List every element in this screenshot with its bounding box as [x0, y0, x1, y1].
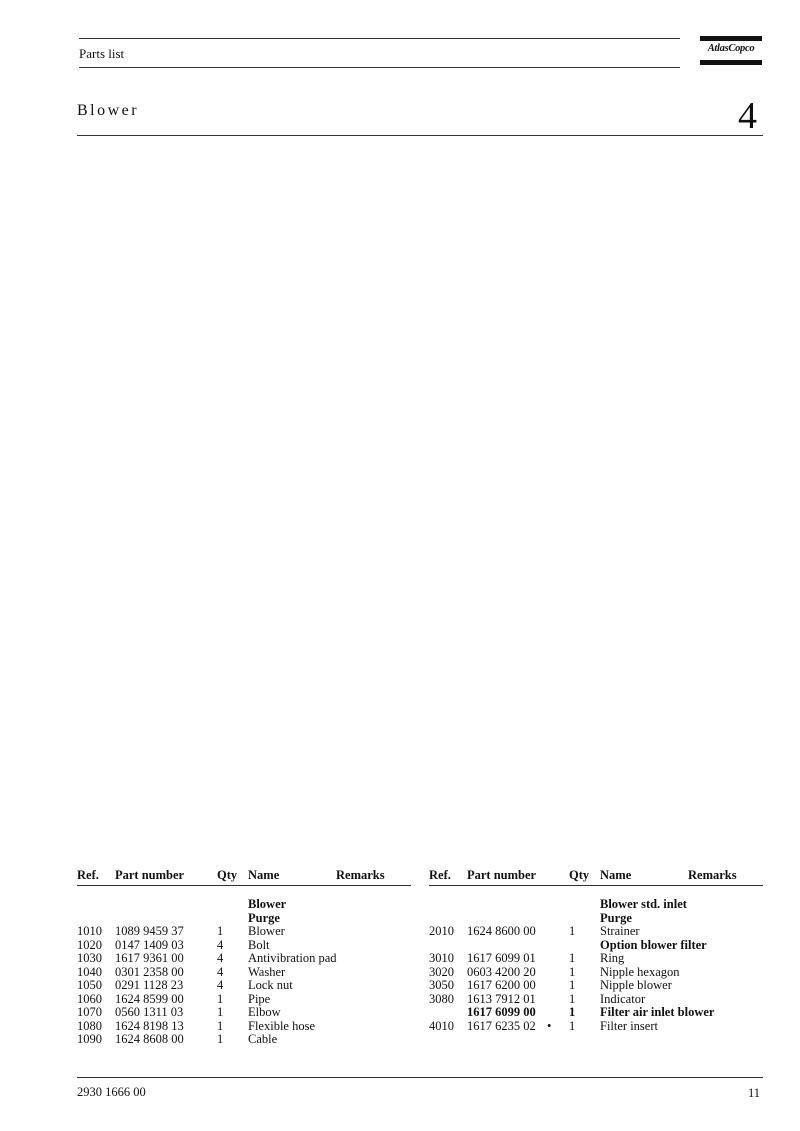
part-number-cell: 0291 1128 23: [115, 978, 184, 992]
table-header: [77, 869, 411, 885]
ref-cell: 1020: [77, 937, 102, 952]
ref-cell: 1060: [77, 991, 102, 1006]
qty-cell: 1: [569, 924, 576, 938]
name-cell: Strainer: [600, 924, 640, 938]
part-number-cell: 0603 4200 20: [467, 964, 536, 979]
logo-text: AtlasCopco: [707, 43, 755, 54]
name-cell: Blower: [248, 897, 287, 911]
part-number-cell: 1624 8198 13: [115, 1018, 184, 1033]
name-cell: Indicator: [600, 991, 646, 1006]
part-number-cell: 1617 6099 00: [467, 1005, 536, 1019]
ref-cell: 3020: [429, 964, 454, 979]
qty-cell: 4: [217, 964, 224, 979]
ref-cell: 1080: [77, 1018, 102, 1033]
col-remarks-header: Remarks: [336, 868, 385, 882]
qty-cell: 4: [217, 951, 224, 965]
name-cell: Purge: [600, 910, 632, 925]
right-parts-table: [429, 868, 763, 1033]
qty-cell: 1: [217, 1032, 224, 1046]
part-number-cell: 1089 9459 37: [115, 924, 184, 938]
ref-cell: 1030: [77, 951, 102, 965]
name-cell: Elbow: [248, 1005, 281, 1019]
qty-cell: 1: [217, 924, 224, 938]
remark-bullet: •: [547, 1018, 552, 1033]
part-number-cell: 0301 2358 00: [115, 964, 184, 979]
table-header-rule: [429, 885, 763, 886]
ref-cell: 3010: [429, 951, 454, 965]
name-cell: Blower: [248, 924, 285, 938]
part-number-cell: 1624 8600 00: [467, 924, 536, 938]
part-number-cell: 0560 1311 03: [115, 1005, 184, 1019]
name-cell: Option blower filter: [600, 937, 707, 952]
part-number-cell: 1617 6235 02: [467, 1018, 536, 1033]
qty-cell: 1: [569, 1005, 576, 1019]
name-cell: Filter air inlet blower: [600, 1005, 715, 1019]
section-number: 4: [738, 95, 757, 137]
qty-cell: 4: [217, 978, 224, 992]
col-qty-header: Qty: [217, 868, 238, 882]
qty-cell: 4: [217, 937, 224, 952]
name-cell: Pipe: [248, 991, 271, 1006]
footer-doc-code: 2930 1666 00: [77, 1085, 146, 1099]
table-header: [429, 869, 763, 885]
part-number-cell: 1624 8599 00: [115, 991, 184, 1006]
part-number-cell: 1617 9361 00: [115, 951, 184, 965]
col-ref-header: Ref.: [77, 868, 99, 882]
ref-cell: 4010: [429, 1018, 454, 1033]
col-remarks-header: Remarks: [688, 868, 737, 882]
qty-cell: 1: [569, 1018, 576, 1033]
footer-page-number: 11: [748, 1086, 761, 1100]
col-part-number-header: Part number: [467, 868, 537, 882]
name-cell: Ring: [600, 951, 625, 965]
name-cell: Washer: [248, 964, 286, 979]
qty-cell: 1: [569, 964, 576, 979]
name-cell: Blower std. inlet: [600, 897, 687, 911]
qty-cell: 1: [569, 978, 576, 992]
name-cell: Nipple hexagon: [600, 964, 680, 979]
ref-cell: 1040: [77, 964, 102, 979]
left-parts-table: [77, 868, 411, 1046]
name-cell: Cable: [248, 1032, 278, 1046]
atlas-copco-logo: [700, 36, 762, 66]
qty-cell: 1: [217, 1018, 224, 1033]
col-name-header: Name: [248, 868, 280, 882]
ref-cell: 1070: [77, 1005, 102, 1019]
col-part-number-header: Part number: [115, 868, 185, 882]
ref-cell: 3080: [429, 991, 454, 1006]
part-number-cell: 1613 7912 01: [467, 991, 536, 1006]
qty-cell: 1: [217, 1005, 224, 1019]
name-cell: Filter insert: [600, 1018, 658, 1033]
part-number-cell: 1624 8608 00: [115, 1032, 184, 1046]
col-qty-header: Qty: [569, 868, 590, 882]
col-name-header: Name: [600, 868, 632, 882]
part-number-cell: 1617 6099 01: [467, 951, 536, 965]
footer-rule: [77, 1077, 763, 1078]
header-bottom-rule: [79, 67, 680, 68]
part-number-cell: 1617 6200 00: [467, 978, 536, 992]
name-cell: Bolt: [248, 937, 270, 952]
qty-cell: 1: [569, 951, 576, 965]
name-cell: Lock nut: [248, 978, 293, 992]
ref-cell: 1050: [77, 978, 102, 992]
col-ref-header: Ref.: [429, 868, 451, 882]
table-header-rule: [77, 885, 411, 886]
logo-bottom-bar: [700, 60, 762, 65]
qty-cell: 1: [217, 991, 224, 1006]
header-top-rule: [79, 38, 680, 39]
qty-cell: 1: [569, 991, 576, 1006]
part-number-cell: 0147 1409 03: [115, 937, 184, 952]
ref-cell: 1090: [77, 1032, 102, 1046]
ref-cell: 3050: [429, 978, 454, 992]
logo-top-bar: [700, 36, 762, 41]
name-cell: Nipple blower: [600, 978, 672, 992]
name-cell: Antivibration pad: [248, 951, 337, 965]
section-title: Blower: [77, 102, 140, 119]
doc-label: Parts list: [79, 46, 125, 61]
ref-cell: 1010: [77, 924, 102, 938]
name-cell: Purge: [248, 910, 280, 925]
name-cell: Flexible hose: [248, 1018, 316, 1033]
ref-cell: 2010: [429, 924, 454, 938]
section-rule: [77, 135, 763, 136]
